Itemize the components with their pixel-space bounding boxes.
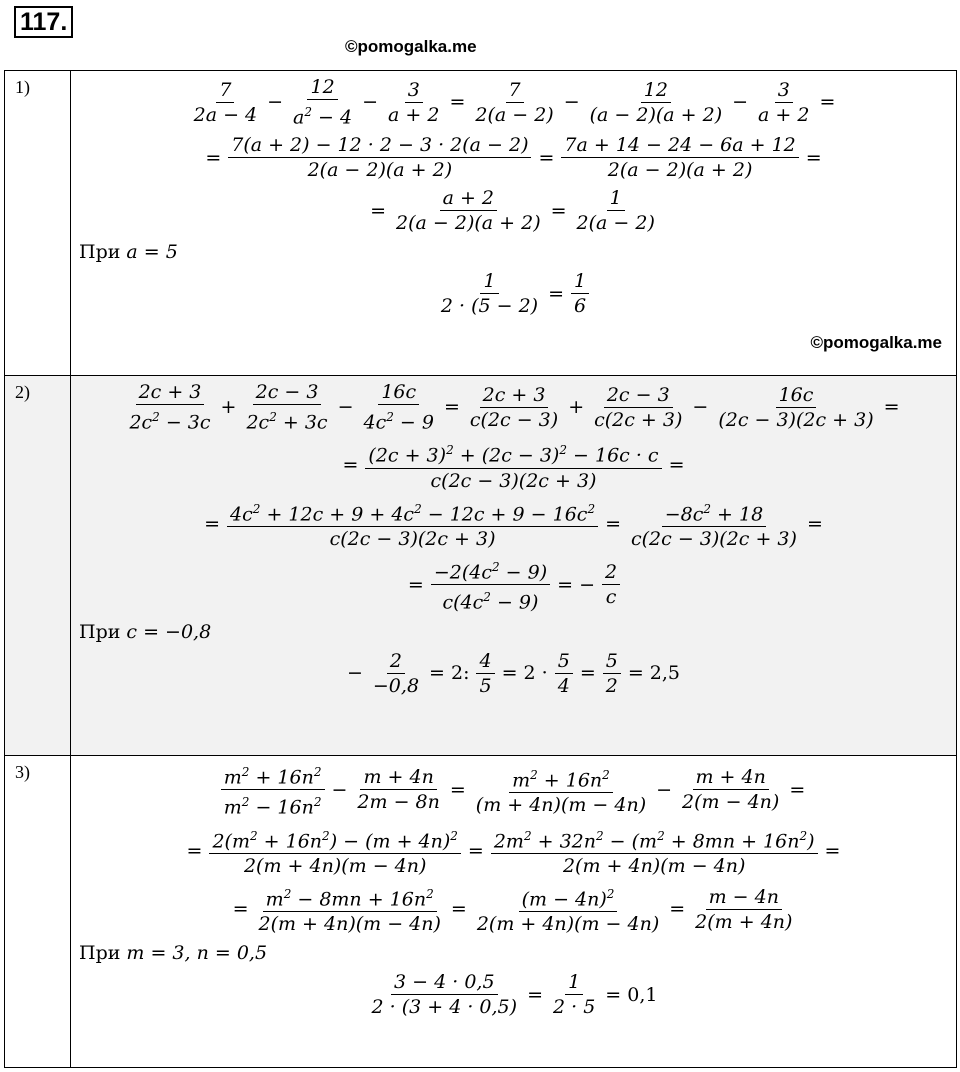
- solution-table: [4, 70, 957, 1068]
- solution-content-2: [71, 376, 957, 756]
- when-label: При: [79, 620, 121, 643]
- result-line: $\frac{3 - 4 \cdot 0,5}{2 \cdot (3 + 4 \cdot 0,5)}$ = $\frac{1}{2 \cdot 5}$ = 0,1: [371, 971, 658, 1019]
- substitution-line: [71, 942, 956, 964]
- watermark: ©pomogalka.me: [345, 37, 477, 56]
- solution-row-1: [5, 71, 957, 376]
- result-line: − $\frac{2}{-0,8}$ = 2: $\frac{4}{5}$ = 2 · $\frac{5}{4}$ = $\frac{5}{2}$ = 2,5: [346, 649, 681, 697]
- watermark: ©pomogalka.me: [810, 333, 942, 352]
- row-number: 1): [5, 71, 71, 376]
- when-value: a = 5: [126, 241, 178, 264]
- equation-line: = $\frac{2(m^2 + 16n^2) - (m + 4n)^2}{2(m + 4n)(m - 4n)}$ = $\frac{2m^2 + 32n^2 - (m^2 + 8mn + 16n^2)}{2(m + 4n)(m - 4n)}$ =: [71, 824, 956, 878]
- when-label: При: [79, 241, 121, 264]
- task-number: 117.: [14, 6, 73, 38]
- equation-line: = $\frac{(2c + 3)^2 + (2c - 3)^2 - 16c \cdot c}{c(2c - 3)(2c + 3)}$ =: [71, 438, 956, 492]
- when-value: m = 3, n = 0,5: [126, 942, 268, 965]
- equation-line: $\frac{7}{2a - 4}$ − $\frac{12}{a^2 - 4}$ − $\frac{3}{a + 2}$ = $\frac{7}{2(a - 2)}$ − $\frac{12}{(a - 2)(a + 2)}$ − $\frac{3}{a + 2}$ =: [193, 76, 836, 129]
- equation-line: = $\frac{-2(4c^2 - 9)}{c(4c^2 - 9)}$ = − $\frac{2}{c}$: [71, 555, 956, 615]
- equation-line: $\frac{2c + 3}{2c^2 - 3c}$ + $\frac{2c - 3}{2c^2 + 3c}$ − $\frac{16c}{4c^2 - 9}$ = $\frac{2c + 3}{c(2c - 3)}$ + $\frac{2c - 3}{c(2c + 3)}$ − $\frac{16c}{(2c - 3)(2c + 3)}$ =: [129, 381, 900, 434]
- solution-row-2: [5, 376, 957, 756]
- solution-content-1: [71, 71, 957, 376]
- row-number: 3): [5, 756, 71, 1068]
- when-label: При: [79, 942, 121, 965]
- result-line: $\frac{1}{2 \cdot (5 - 2)}$ = $\frac{1}{6}$: [71, 269, 956, 318]
- equation-line: = $\frac{4c^2 + 12c + 9 + 4c^2 - 12c + 9 - 16c^2}{c(2c - 3)(2c + 3)}$ = $\frac{-8c^2 + 18}{c(2c - 3)(2c + 3)}$ =: [71, 497, 956, 551]
- equation-line: = $\frac{a + 2}{2(a - 2)(a + 2)}$ = $\frac{1}{2(a - 2)}$: [370, 187, 655, 235]
- equation-line: $\frac{m^2 + 16n^2}{m^2 - 16n^2}$ − $\frac{m + 4n}{2m - 8n}$ = $\frac{m^2 + 16n^2}{(m + 4n)(m - 4n)}$ − $\frac{m + 4n}{2(m - 4n)}$ =: [71, 760, 956, 820]
- substitution-line: [71, 621, 956, 643]
- row-number: 2): [5, 376, 71, 756]
- when-value: c = −0,8: [126, 620, 212, 643]
- solution-content-3: [71, 756, 957, 1068]
- equation-line: = $\frac{7(a + 2) - 12 \cdot 2 - 3 \cdot 2(a - 2)}{2(a - 2)(a + 2)}$ = $\frac{7a + 14 - 24 - 6a + 12}{2(a - 2)(a + 2)}$ =: [205, 134, 822, 182]
- substitution-line: [71, 241, 956, 263]
- solution-row-3: [5, 756, 957, 1068]
- equation-line: = $\frac{m^2 - 8mn + 16n^2}{2(m + 4n)(m - 4n)}$ = $\frac{(m - 4n)^2}{2(m + 4n)(m - 4n)}$ = $\frac{m - 4n}{2(m + 4n)}$: [71, 882, 956, 936]
